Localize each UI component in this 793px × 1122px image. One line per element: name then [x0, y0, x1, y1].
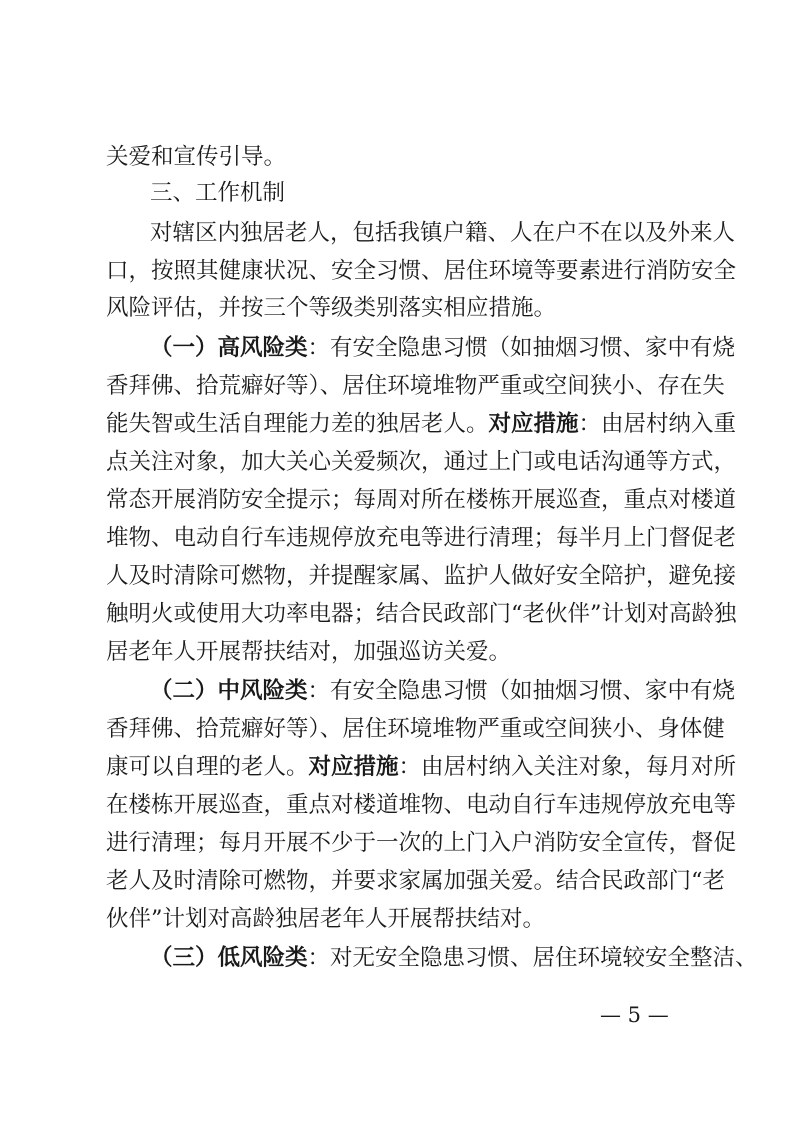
- low-risk-colon: ：: [307, 945, 331, 971]
- medium-risk-line-7: 伙伴”计划对高龄独居老年人开展帮扶结对。: [106, 906, 546, 932]
- high-risk-line-6: 堆物、电动自行车违规停放充电等进行清理；每半月上门督促老: [106, 525, 737, 551]
- medium-risk-line-2: 香拜佛、拾荒癖好等）、居住环境堆物严重或空间狭小、身体健: [106, 716, 725, 742]
- high-risk-measure-label: 对应措施: [488, 411, 579, 437]
- medium-risk-line-3: [106, 752, 737, 782]
- medium-risk-measure-colon: ：: [398, 754, 422, 780]
- high-risk-text-1: 有安全隐患习惯（如抽烟习惯、家中有烧: [330, 335, 736, 361]
- high-risk-label: （一）高风险类: [150, 335, 308, 361]
- high-risk-measure-colon: ：: [578, 411, 602, 437]
- high-risk-line-1: [150, 333, 736, 363]
- medium-risk-text-3b: 由居村纳入关注对象，每月对所: [421, 754, 737, 780]
- carry-over-line: 关爱和宣传引导。: [106, 144, 287, 170]
- high-risk-line-8: 触明火或使用大功率电器；结合民政部门“老伙伴”计划对高龄独: [106, 601, 737, 627]
- medium-risk-line-4: 在楼栋开展巡查，重点对楼道堆物、电动自行车违规停放充电等: [106, 792, 737, 818]
- high-risk-line-4: 点关注对象，加大关心关爱频次，通过上门或电话沟通等方式，: [106, 449, 737, 475]
- high-risk-text-3a: 能失智或生活自理能力差的独居老人。: [106, 411, 489, 437]
- low-risk-label: （三）低风险类: [150, 945, 308, 971]
- low-risk-text-1: 对无安全隐患习惯、居住环境较安全整洁、: [330, 945, 758, 971]
- high-risk-line-5: 常态开展消防安全提示；每周对所在楼栋开展巡查，重点对楼道: [106, 487, 737, 513]
- high-risk-line-9: 居老年人开展帮扶结对，加强巡访关爱。: [106, 639, 512, 665]
- high-risk-text-3b: 由居村纳入重: [601, 411, 737, 437]
- medium-risk-line-1: [150, 676, 736, 706]
- medium-risk-label: （二）中风险类: [150, 678, 308, 704]
- medium-risk-colon: ：: [307, 678, 331, 704]
- high-risk-line-2: 香拜佛、拾荒癖好等）、居住环境堆物严重或空间狭小、存在失: [106, 373, 725, 399]
- medium-risk-line-5: 进行清理；每月开展不少于一次的上门入户消防安全宣传，督促: [106, 830, 737, 856]
- high-risk-line-7: 人及时清除可燃物，并提醒家属、监护人做好安全陪护，避免接: [106, 563, 737, 589]
- medium-risk-text-1: 有安全隐患习惯（如抽烟习惯、家中有烧: [330, 678, 736, 704]
- intro-line-1: 对辖区内独居老人，包括我镇户籍、人在户不在以及外来人: [150, 220, 736, 246]
- low-risk-line-1: [150, 943, 758, 973]
- medium-risk-measure-label: 对应措施: [308, 754, 399, 780]
- intro-line-2: 口，按照其健康状况、安全习惯、居住环境等要素进行消防安全: [106, 258, 737, 284]
- medium-risk-text-3a: 康可以自理的老人。: [106, 754, 309, 780]
- section-heading: 三、工作机制: [150, 180, 286, 206]
- high-risk-line-3: [106, 409, 737, 439]
- high-risk-colon: ：: [307, 335, 331, 361]
- intro-line-3: 风险评估，并按三个等级类别落实相应措施。: [106, 295, 557, 321]
- medium-risk-line-6: 老人及时清除可燃物，并要求家属加强关爱。结合民政部门“老: [106, 868, 726, 894]
- page-number: — 5 —: [600, 1003, 669, 1027]
